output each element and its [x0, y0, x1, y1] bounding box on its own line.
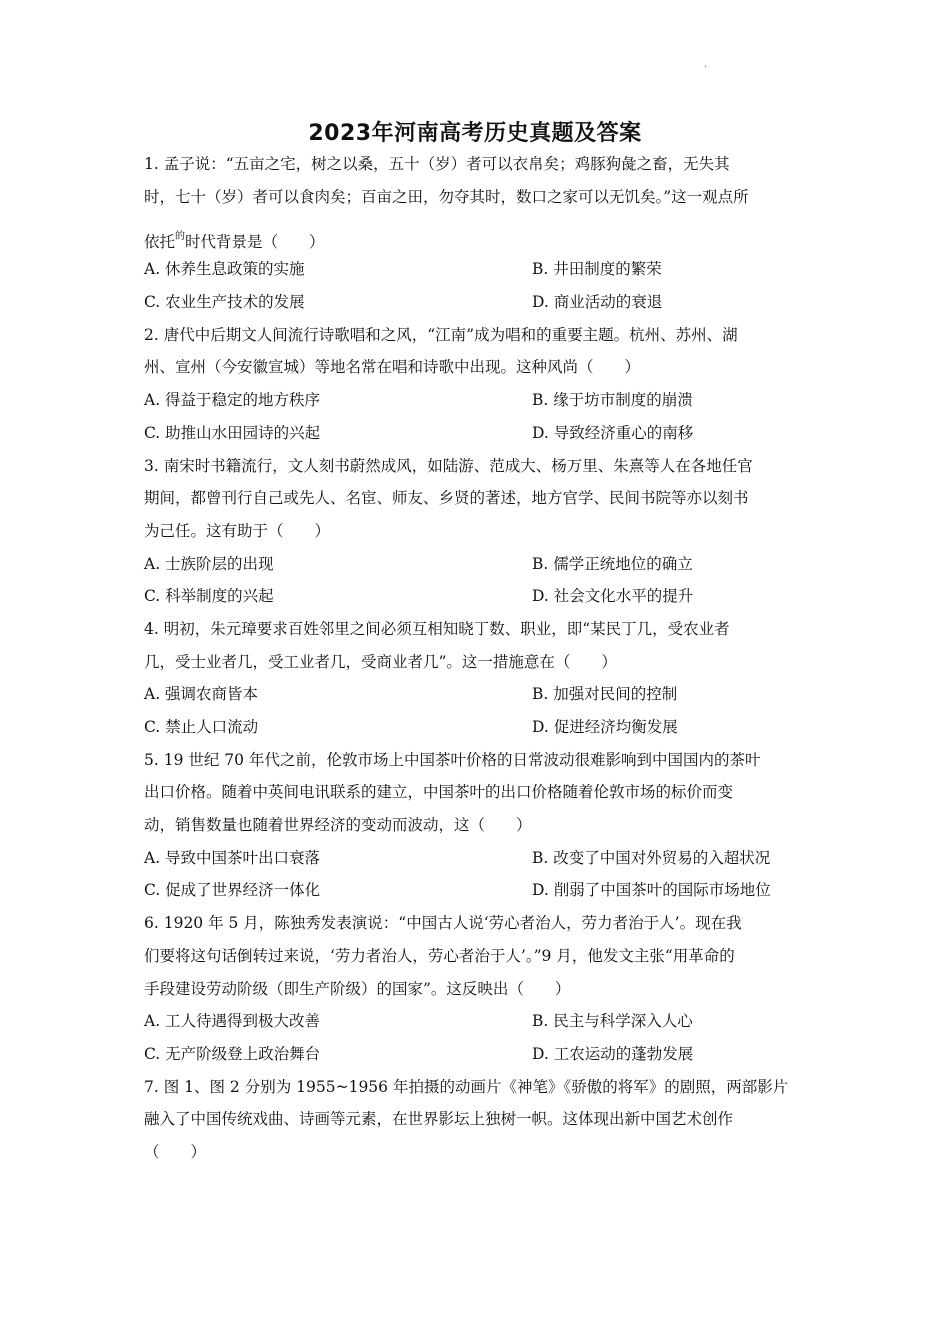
question-1-option-c[interactable]: C. 农业生产技术的发展	[144, 293, 305, 312]
question-6-line-3: 手段建设劳动阶级（即生产阶级）的国家”。这反映出（ ）	[144, 979, 571, 998]
question-5	[144, 744, 806, 907]
question-2-line-1: 2. 唐代中后期文人间流行诗歌唱和之风，“江南”成为唱和的重要主题。杭州、苏州、湖	[144, 325, 738, 344]
header-dot: ·	[704, 62, 708, 73]
question-1-option-a[interactable]: A. 休养生息政策的实施	[144, 260, 305, 279]
question-3-line-2: 期间，都曾刊行自己或先人、名宦、师友、乡贤的著述，地方官学、民间书院等亦以刻书	[144, 489, 749, 508]
question-4-option-c[interactable]: C. 禁止人口流动	[144, 718, 259, 736]
question-5-line-3: 动，销售数量也随着世界经济的变动而波动，这（ ）	[144, 816, 532, 835]
question-4-option-d[interactable]: D. 促进经济均衡发展	[532, 718, 678, 736]
question-2-option-c[interactable]: C. 助推山水田园诗的兴起	[144, 423, 321, 442]
question-4-option-b[interactable]: B. 加强对民间的控制	[532, 685, 678, 704]
question-1-line-3	[144, 213, 806, 253]
question-5-option-b[interactable]: B. 改变了中国对外贸易的入超状况	[532, 848, 771, 867]
question-3-line-3: 为己任。这有助于（ ）	[144, 521, 331, 540]
question-7-line-3: （ ）	[144, 1142, 207, 1161]
question-1-line-3-pre: 依托	[144, 233, 176, 252]
question-2	[144, 319, 806, 450]
question-3-option-c[interactable]: C. 科举制度的兴起	[144, 587, 274, 606]
question-1-line-2: 时，七十（岁）者可以食肉矣；百亩之田，勿夺其时，数口之家可以无饥矣。”这一观点所	[144, 187, 749, 206]
question-2-line-2: 州、宣州（今安徽宣城）等地名常在唱和诗歌中出现。这种风尚（ ）	[144, 358, 641, 377]
question-6	[144, 907, 806, 1070]
question-3-option-a[interactable]: A. 士族阶层的出现	[144, 554, 274, 573]
question-6-line-2: 们要将这句话倒转过来说，‘劳力者治人，劳心者治于人’。”9 月，他发文主张“用革命的	[144, 946, 735, 965]
question-4-option-a[interactable]: A. 强调农商皆本	[144, 685, 259, 704]
question-1	[144, 148, 806, 319]
question-1-option-d[interactable]: D. 商业活动的衰退	[532, 293, 663, 312]
question-4-line-1: 4. 明初，朱元璋要求百姓邻里之间必须互相知晓丁数、职业，即“某民丁几，受农业者	[144, 619, 730, 638]
question-5-option-a[interactable]: A. 导致中国茶叶出口衰落	[144, 848, 321, 867]
question-7-line-1: 7. 图 1、图 2 分别为 1955~1956 年拍摄的动画片《神笔》《骄傲的将军》的剧照，两部影片	[144, 1077, 789, 1096]
question-3-option-d[interactable]: D. 社会文化水平的提升	[532, 587, 694, 606]
question-2-option-d[interactable]: D. 导致经济重心的南移	[532, 423, 694, 442]
question-2-option-b[interactable]: B. 缘于坊市制度的崩溃	[532, 391, 693, 410]
question-6-line-1: 6. 1920 年 5 月，陈独秀发表演说：“中国古人说‘劳心者治人，劳力者治于人’。现在我	[144, 914, 742, 933]
question-3-line-1: 3. 南宋时书籍流行，文人刻书蔚然成风，如陆游、范成大、杨万里、朱熹等人在各地任官	[144, 456, 753, 475]
question-5-line-2: 出口价格。随着中英间电讯联系的建立，中国茶叶的出口价格随着伦敦市场的标价而变	[144, 783, 734, 802]
question-2-option-a[interactable]: A. 得益于稳定的地方秩序	[144, 391, 321, 410]
question-5-line-1: 5. 19 世纪 70 年代之前，伦敦市场上中国茶叶价格的日常波动很难影响到中国国内的茶叶	[144, 750, 761, 769]
question-6-option-a[interactable]: A. 工人待遇得到极大改善	[144, 1012, 321, 1031]
question-3-option-b[interactable]: B. 儒学正统地位的确立	[532, 554, 693, 573]
question-6-option-b[interactable]: B. 民主与科学深入人心	[532, 1012, 693, 1031]
question-6-option-c[interactable]: C. 无产阶级登上政治舞台	[144, 1044, 321, 1063]
question-6-option-d[interactable]: D. 工农运动的蓬勃发展	[532, 1044, 694, 1063]
question-5-option-d[interactable]: D. 削弱了中国茶叶的国际市场地位	[532, 881, 771, 900]
question-1-line-3-post: 时代背景是（ ）	[185, 233, 325, 252]
question-3	[144, 450, 806, 613]
question-1-line-3-sup: 的	[175, 231, 186, 243]
question-list	[144, 148, 806, 1169]
question-5-option-c[interactable]: C. 促成了世界经济一体化	[144, 881, 321, 900]
page-title: 2023年河南高考历史真题及答案	[308, 121, 642, 146]
question-1-line-1: 1. 孟子说：“五亩之宅，树之以桑，五十（岁）者可以衣帛矣；鸡豚狗彘之畜，无失其	[144, 155, 730, 173]
question-7	[144, 1071, 806, 1169]
question-4	[144, 613, 806, 744]
question-1-option-b[interactable]: B. 井田制度的繁荣	[532, 260, 662, 279]
question-4-line-2: 几，受士业者几，受工业者几，受商业者几”。这一措施意在（ ）	[144, 652, 617, 671]
question-7-line-2: 融入了中国传统戏曲、诗画等元素，在世界影坛上独树一帜。这体现出新中国艺术创作	[144, 1110, 734, 1129]
